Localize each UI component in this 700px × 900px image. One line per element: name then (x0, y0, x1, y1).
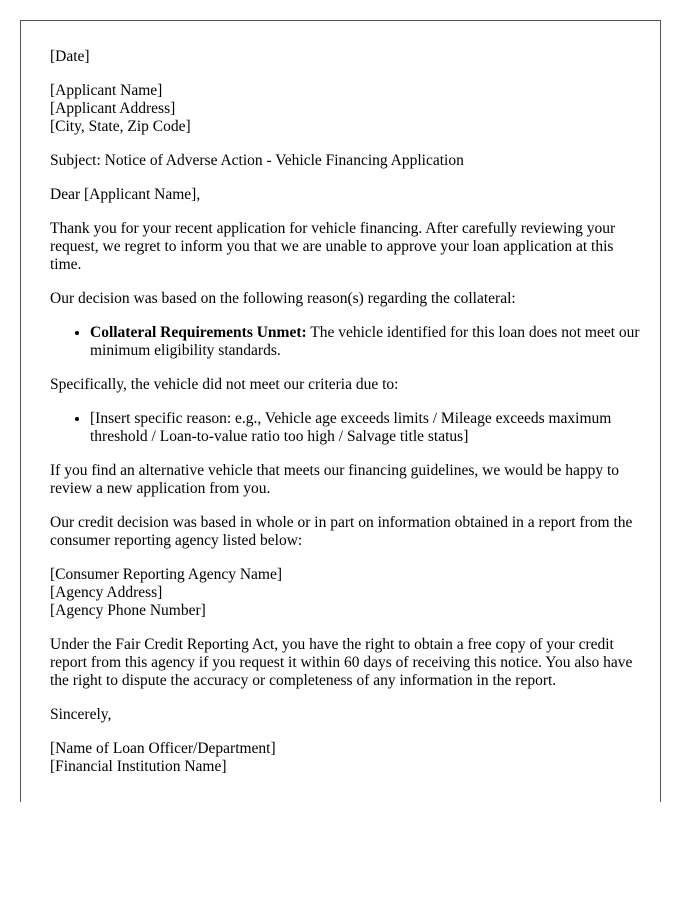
salutation: Dear [Applicant Name], (50, 186, 201, 203)
criteria-item: • [Insert specific reason: e.g., Vehicle age exceeds limits / Mileage exceeds maximum threshold / Loan-to-value ratio too high / Salvage title status] (90, 410, 640, 446)
criteria-intro: Specifically, the vehicle did not meet our criteria due to: (50, 376, 399, 393)
applicant-city-state-zip: [City, State, Zip Code] (50, 118, 191, 135)
fcra-paragraph: Under the Fair Credit Reporting Act, you have the right to obtain a free copy of your credit report from this agency if you request it within 60 days of receiving this notice. You also have the right to dispute the accuracy or completeness of any information in the report. (50, 636, 633, 689)
signature-officer: [Name of Loan Officer/Department] (50, 740, 276, 757)
applicant-address-block (50, 82, 640, 136)
agency-name: [Consumer Reporting Agency Name] (50, 566, 283, 583)
applicant-name: [Applicant Name] (50, 82, 163, 99)
closing: Sincerely, (50, 706, 112, 723)
signature-block (50, 740, 640, 776)
letter-subject: Subject: Notice of Adverse Action - Vehicle Financing Application (50, 152, 464, 169)
signature-institution: [Financial Institution Name] (50, 758, 227, 775)
credit-decision-paragraph: Our credit decision was based in whole or in part on information obtained in a report from the consumer reporting agency listed below: (50, 514, 633, 549)
reason-text: The vehicle identified for this loan does not meet our minimum eligibility standards. (90, 324, 640, 359)
reasons-intro: Our decision was based on the following reason(s) regarding the collateral: (50, 290, 516, 307)
agency-address: [Agency Address] (50, 584, 163, 601)
reasons-list (50, 324, 640, 360)
reason-item (90, 324, 640, 360)
agency-phone: [Agency Phone Number] (50, 602, 206, 619)
intro-paragraph: Thank you for your recent application for vehicle financing. After carefully reviewing your request, we regret to inform you that we are unable to approve your loan application at this time. (50, 220, 616, 273)
letter-body (50, 48, 640, 792)
applicant-address: [Applicant Address] (50, 100, 176, 117)
alternative-paragraph: If you find an alternative vehicle that meets our financing guidelines, we would be happy to review a new application from you. (50, 462, 620, 497)
agency-block (50, 566, 640, 620)
criteria-list (50, 410, 640, 446)
reason-title: Collateral Requirements Unmet: (90, 324, 307, 341)
letter-date: [Date] (50, 48, 90, 65)
letter-page (20, 20, 661, 802)
